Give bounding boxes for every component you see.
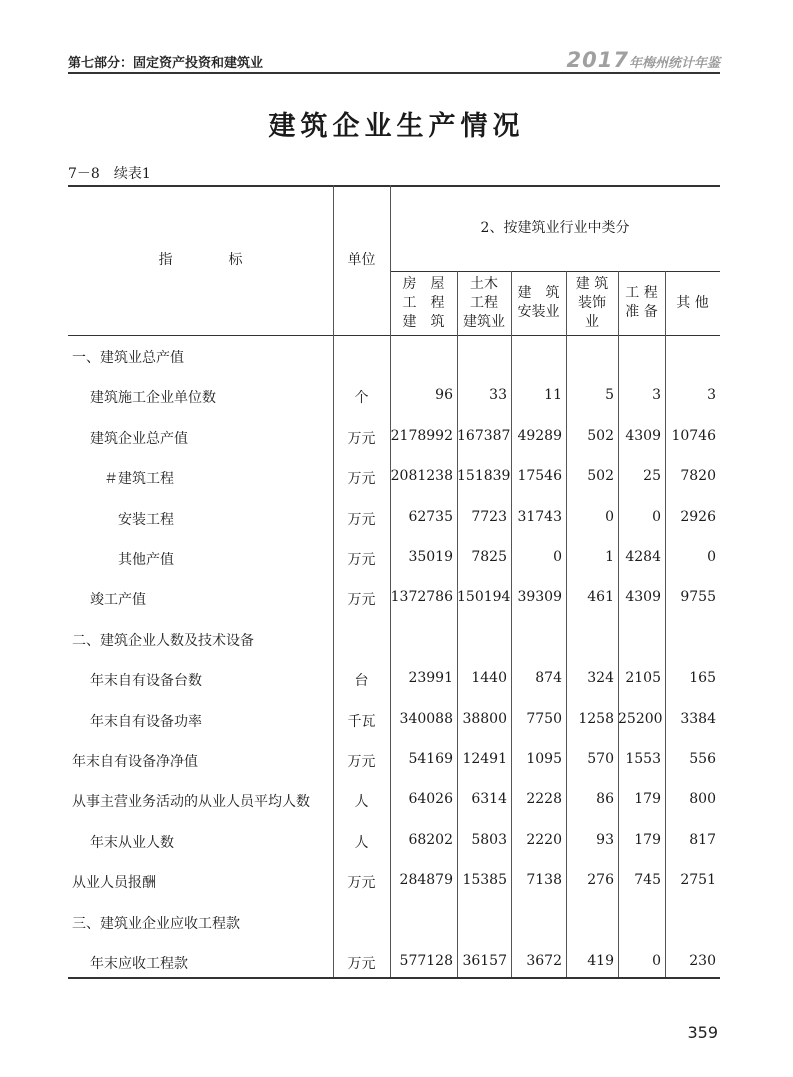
row-value: 4284	[625, 549, 661, 565]
row-label: 年末自有设备功率	[90, 713, 202, 730]
column-header	[511, 284, 566, 322]
row-value: 1440	[471, 670, 507, 687]
row-label: 二、建筑企业人数及技术设备	[72, 632, 254, 649]
column-rule	[457, 271, 458, 977]
row-value: 2926	[680, 508, 716, 525]
row-value: 5	[605, 387, 614, 404]
row-value: 179	[634, 831, 661, 848]
row-value: 502	[587, 427, 614, 444]
row-unit: 万元	[347, 875, 376, 892]
column-header	[390, 275, 457, 332]
yearbook-title	[567, 48, 720, 72]
column-header-line: 装饰	[578, 294, 606, 311]
table-top-rule	[68, 185, 720, 187]
row-label: 年末应收工程款	[90, 956, 188, 972]
row-value: 230	[689, 953, 716, 969]
row-value: 7820	[680, 468, 716, 485]
row-value: 36157	[462, 953, 507, 969]
column-rule	[566, 271, 567, 977]
row-value: 3	[652, 387, 661, 404]
table-bottom-rule	[68, 977, 720, 979]
row-value: 3672	[526, 953, 562, 969]
row-unit: 人	[354, 794, 369, 811]
row-value: 151839	[457, 468, 511, 485]
row-value: 745	[634, 872, 661, 889]
row-label: 从业人员报酬	[72, 875, 156, 892]
row-label: 建筑企业总产值	[90, 430, 188, 447]
column-header-line: 房 屋	[402, 275, 445, 292]
running-header	[68, 48, 720, 70]
row-value: 96	[435, 387, 453, 404]
row-value: 800	[689, 791, 716, 808]
row-value: 10746	[671, 427, 716, 444]
row-value: 419	[587, 953, 614, 969]
row-value: 25	[643, 468, 661, 485]
row-label: 年末自有设备净净值	[72, 754, 198, 770]
row-value: 64026	[408, 791, 453, 808]
row-value: 86	[596, 791, 614, 808]
column-rule	[511, 271, 512, 977]
row-value: 2220	[526, 831, 562, 848]
row-value: 2178992	[390, 427, 453, 444]
row-unit: 千瓦	[347, 713, 376, 730]
row-value: 2081238	[390, 468, 453, 485]
row-label: 安装工程	[118, 511, 174, 528]
row-value: 33	[489, 387, 507, 404]
row-value: 2228	[526, 791, 562, 808]
column-header-line: 工 程	[402, 294, 445, 311]
group-header: 2、按建筑业行业中类分	[480, 220, 630, 236]
column-header	[665, 294, 720, 313]
row-unit: 万元	[347, 754, 376, 770]
row-label: 从事主营业务活动的从业人员平均人数	[72, 794, 310, 811]
row-value: 31743	[517, 508, 562, 525]
row-value: 25200	[618, 710, 663, 727]
row-value: 1553	[625, 751, 661, 767]
row-value: 7825	[471, 549, 507, 565]
row-unit: 万元	[347, 430, 376, 447]
row-value: 556	[689, 751, 716, 767]
row-label: 建筑施工企业单位数	[90, 390, 216, 407]
row-value: 7723	[471, 508, 507, 525]
header-bottom-rule	[68, 335, 720, 336]
row-value: 874	[535, 670, 562, 687]
row-value: 179	[634, 791, 661, 808]
column-header	[618, 284, 665, 322]
row-unit: 人	[354, 834, 369, 851]
row-value: 1	[605, 549, 614, 565]
section-title: 第七部分：固定资产投资和建筑业	[68, 56, 264, 71]
row-value: 11	[544, 387, 562, 404]
column-header-line: 建 筑	[402, 313, 445, 330]
data-table	[68, 185, 720, 978]
column-header-line: 准 备	[625, 304, 658, 320]
column-header-line: 建筑业	[463, 313, 505, 330]
row-value: 577128	[399, 953, 453, 969]
column-header-line: 工 程	[625, 285, 658, 301]
row-value: 38800	[462, 710, 507, 727]
row-value: 9755	[680, 589, 716, 606]
column-header	[566, 275, 618, 332]
table-label: 7－8 续表1	[68, 166, 151, 182]
row-value: 1372786	[390, 589, 453, 606]
row-value: 35019	[408, 549, 453, 565]
row-value: 68202	[408, 831, 453, 848]
row-unit: 万元	[347, 552, 376, 568]
row-value: 3384	[680, 710, 716, 727]
row-value: 570	[587, 751, 614, 767]
row-label: 一、建筑业总产值	[72, 350, 184, 366]
row-value: 0	[652, 953, 661, 969]
row-label: 竣工产值	[90, 592, 146, 609]
row-unit: 个	[354, 390, 369, 407]
row-value: 54169	[408, 751, 453, 767]
row-unit: 万元	[347, 511, 376, 528]
row-value: 2751	[680, 872, 716, 889]
yearbook-year: 2017	[566, 48, 629, 72]
row-value: 0	[652, 508, 661, 525]
row-label: 年末自有设备台数	[90, 673, 202, 690]
row-value: 276	[587, 872, 614, 889]
column-header-line: 业	[585, 313, 599, 330]
row-value: 17546	[517, 468, 562, 485]
row-value: 817	[689, 831, 716, 848]
row-value: 15385	[462, 872, 507, 889]
row-value: 4309	[625, 589, 661, 606]
row-value: 23991	[408, 670, 453, 687]
row-value: 3	[707, 387, 716, 404]
subheader-rule	[390, 271, 720, 272]
row-label: 三、建筑业企业应收工程款	[72, 915, 240, 932]
row-unit: 万元	[347, 956, 376, 972]
row-unit: 台	[354, 673, 369, 690]
column-header-line: 安装业	[517, 304, 560, 320]
row-value: 167387	[457, 427, 511, 444]
indicator-header: 指 标	[158, 252, 243, 268]
header-rule	[68, 72, 720, 74]
row-value: 93	[596, 831, 614, 848]
row-value: 7138	[526, 872, 562, 889]
column-header-line: 工程	[470, 294, 498, 311]
row-label: ＃建筑工程	[104, 471, 174, 488]
row-value: 150194	[457, 589, 511, 606]
row-value: 1258	[578, 710, 614, 727]
row-value: 39309	[517, 589, 562, 606]
row-value: 502	[587, 468, 614, 485]
row-label: 其他产值	[118, 552, 174, 568]
page-number: 359	[687, 1023, 718, 1042]
row-value: 324	[587, 670, 614, 687]
row-unit: 万元	[347, 592, 376, 609]
row-value: 0	[553, 549, 562, 565]
column-header	[457, 275, 511, 332]
row-unit: 万元	[347, 471, 376, 488]
yearbook-name: 年梅州统计年鉴	[628, 56, 720, 71]
row-value: 0	[605, 508, 614, 525]
row-value: 165	[689, 670, 716, 687]
row-value: 7750	[526, 710, 562, 727]
row-value: 6314	[471, 791, 507, 808]
row-value: 4309	[625, 427, 661, 444]
column-rule	[333, 185, 334, 977]
row-value: 461	[587, 589, 614, 606]
row-value: 5803	[471, 831, 507, 848]
column-rule	[618, 271, 619, 977]
row-value: 1095	[526, 751, 562, 767]
column-header-line: 建 筑	[575, 275, 609, 292]
row-value: 49289	[517, 427, 562, 444]
page-title: 建筑企业生产情况	[268, 111, 525, 142]
row-label: 年末从业人数	[90, 834, 174, 851]
row-value: 62735	[408, 508, 453, 525]
row-value: 284879	[399, 872, 453, 889]
row-value: 2105	[625, 670, 661, 687]
row-value: 340088	[399, 710, 453, 727]
row-value: 12491	[462, 751, 507, 767]
row-value: 0	[707, 549, 716, 565]
column-header-line: 土木	[470, 275, 498, 292]
column-header-line: 建 筑	[517, 285, 560, 301]
column-rule	[665, 271, 666, 977]
unit-header: 单位	[347, 252, 376, 268]
column-header-line: 其 他	[676, 294, 709, 311]
